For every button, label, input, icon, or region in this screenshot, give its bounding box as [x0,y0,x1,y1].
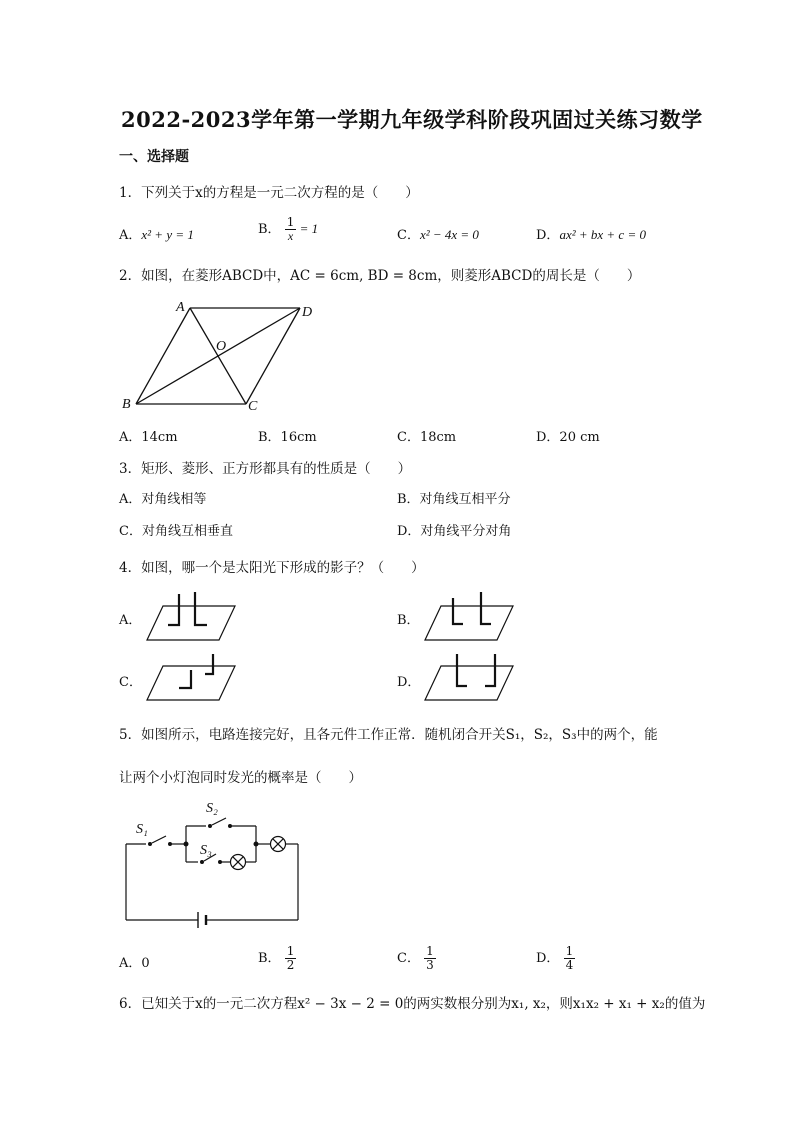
question-3-stem: 3．矩形、菱形、正方形都具有的性质是（ ） [119,461,412,477]
q3-option-b: B．对角线互相平分 [397,492,511,507]
q4-option-b: B． [397,613,420,628]
q5-option-d: D． $\frac{1}{4}$ [536,944,574,972]
q1-option-d: D．ax² + bx + c = 0 [536,227,646,243]
q4-figure-d [423,652,518,704]
q5-option-b: B． $\frac{1}{2}$ [258,944,295,972]
q4-option-d: D． [397,675,421,690]
switch-s2-label: S₂ [206,801,218,816]
switch-s1-label: S₁ [136,822,148,837]
q3-option-c: C．对角线互相垂直 [119,524,233,539]
circuit-figure [118,796,308,931]
q1-option-c: C．x² − 4x = 0 [397,227,479,243]
q4-figure-a [145,592,240,644]
question-2-stem: 2．如图，在菱形ABCD中，AC = 6cm, BD = 8cm，则菱形ABCD的周长是（ ） [119,268,641,284]
vertex-b-label: B [122,397,131,412]
q3-option-d: D．对角线平分对角 [397,524,512,539]
q4-figure-c [145,652,240,704]
question-1-stem: 1．下列关于x的方程是一元二次方程的是（ ） [119,185,419,201]
q1-option-a: A．x² + y = 1 [119,227,194,243]
question-5-stem-line1: 5．如图所示，电路连接完好，且各元件工作正常．随机闭合开关S₁，S₂，S₃中的两个，能 [119,727,658,743]
q2-option-b: B．16cm [258,430,317,445]
section-heading: 一、选择题 [119,149,189,165]
q5-option-a: A．0 [119,956,150,971]
rhombus-figure [118,298,328,414]
vertex-a-label: A [176,300,185,315]
center-o-label: O [216,339,227,354]
q5-option-c: C． $\frac{1}{3}$ [397,944,434,972]
q1-option-b: B． $\frac{1}{x}$ = 1 [258,215,319,243]
q2-option-a: A．14cm [119,430,178,445]
vertex-c-label: C [248,399,258,414]
q4-option-c: C． [119,675,142,690]
question-6-stem: 6．已知关于x的一元二次方程x² − 3x − 2 = 0的两实数根分别为x₁, x₂，则x₁x₂ + x₁ + x₂的值为 [119,996,706,1012]
vertex-d-label: D [302,305,313,320]
question-5-stem-line2: 让两个小灯泡同时发光的概率是（ ） [119,770,362,786]
q2-option-c: C．18cm [397,430,457,445]
q2-option-d: D．20 cm [536,430,600,445]
q4-option-a: A． [119,613,142,628]
page-title: 2022-2023学年第一学期九年级学科阶段巩固过关练习数学 [121,107,703,132]
q4-figure-b [423,592,518,644]
q3-option-a: A．对角线相等 [119,492,207,507]
switch-s3-label: S₃ [200,843,212,858]
question-4-stem: 4．如图，哪一个是太阳光下形成的影子？（ ） [119,560,425,576]
